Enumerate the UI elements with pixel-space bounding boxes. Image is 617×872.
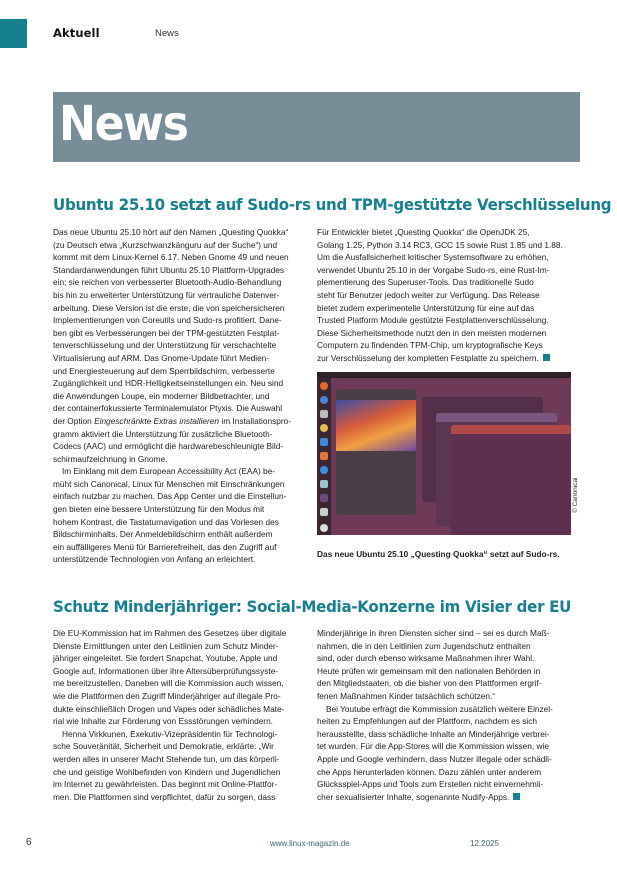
section-label: Aktuell (53, 26, 100, 40)
image-caption: Das neue Ubuntu 25.10 „Questing Quokka“ setzt auf Sudo-rs. (317, 549, 560, 559)
text-line: Henna Virkkunen, Exekutiv-Vizepräsidentin für Technologi- (62, 728, 278, 739)
article2-column-1 (53, 627, 305, 803)
text-line: Um die Ausfallsicherheit kritischer Systemsoftware zu erhöhen, (317, 252, 549, 263)
news-banner (53, 92, 580, 162)
text-line: Standardanwendungen führt Ubuntu 25.10 Plattform-Upgrades (53, 264, 285, 275)
subsection-label: News (155, 28, 179, 39)
text-line: sind, oder durch ebenso wirksame Maßnahmen ihrer Wahl. (317, 653, 535, 664)
text-line: fenen Maßnahmen Kinder tatsächlich schützen.“ (317, 690, 496, 701)
rhythmbox-icon (320, 424, 328, 432)
text-line: ein; sie reichen von verbesserter Bluetooth-Audio-Behandlung (53, 277, 282, 288)
text-line: werden alles in unserer Macht Stehende tun, um das körperli- (53, 753, 280, 764)
files-icon (320, 410, 328, 418)
end-of-article-marker (543, 354, 550, 361)
text-line: einfach nutzbar zu machen. Das App Center und die Einstellun- (53, 491, 287, 502)
article2-headline: Schutz Minderjähriger: Social-Media-Konzerne im Visier der EU (53, 597, 572, 616)
banner-title: News (59, 96, 188, 152)
text-line: heiten zu Empfehlungen auf der Plattform, nachdem es sich (317, 716, 537, 727)
text-line: Trusted Platform Module gestützte Festplattenverschlüsselung. (317, 315, 549, 326)
article2-column-2 (317, 627, 582, 803)
text-line: im Internet zu gewährleisten. Das beginnt mit Online-Plattfor- (53, 779, 278, 790)
article1-paragraph-1 (53, 226, 305, 465)
screenshot-wallpaper-preview (336, 400, 416, 451)
text-line: der containerfokussierte Terminalemulator Ptyxis. Die Auswahl (53, 403, 283, 414)
text-fragment: der Option (53, 415, 95, 426)
text-fragment: zur Verschlüsselung der kompletten Festplatte zu speichern. (317, 352, 539, 363)
article1-paragraph-2 (53, 465, 305, 566)
text-line: wie die Plattformen den Zugriff Minderjähriger auf illegale Pro- (53, 690, 281, 701)
article1-column-1 (53, 226, 305, 566)
text-line: kommt mit dem Linux-Kernel 6.17. Neben Gnome 49 und neuen (53, 252, 289, 263)
trash-icon (320, 508, 328, 516)
text-line: Implementierungen von Coreutils und Sudo-rs profitiert. Dane- (53, 315, 282, 326)
text-line-last (317, 791, 582, 804)
screenshot-dock (317, 378, 331, 535)
article1-column-2 (317, 226, 582, 365)
screenshot-terminal-3 (451, 425, 571, 535)
firefox-icon (320, 382, 328, 390)
text-line: tet wurden. Für die App-Stores will die Kommission wissen, wie (317, 741, 549, 752)
article2-paragraph-1 (53, 627, 305, 728)
text-line: Bildschirminhalts. Der Anmeldebildschirm enthält außerdem (53, 529, 273, 540)
text-line: (zu Deutsch etwa „Kurzschwanzkänguru auf der Suche“) und (53, 239, 278, 250)
text-line: che Apps herunterladen können. Dazu zählen unter anderem (317, 766, 542, 777)
writer-icon (320, 438, 328, 446)
app-center-icon (320, 452, 328, 460)
text-line: men. Die Plattformen sind verpflichtet, dafür zu sorgen, dass (53, 791, 276, 802)
text-line: ein auffälligeres Menü für Barrierefreiheit, das den Zugriff auf (53, 541, 277, 552)
text-line: verwendet Ubuntu 25.10 in der Vorgabe Sudo-rs, eine Rust-Im- (317, 264, 550, 275)
text-line: che und geistige Wohlbefinden von Kindern und Jugendlichen (53, 766, 281, 777)
text-line-last (317, 352, 582, 365)
text-line: Golang 1.25, Python 3.14 RC3, GCC 15 sowie Rust 1.85 und 1.88. (317, 239, 563, 250)
text-fragment: cher sexualisierter Inhalte, sogenannte Nudify-Apps. (317, 791, 510, 802)
text-line: gramm aktiviert die Unterstützung für zusätzliche Bluetooth- (53, 428, 273, 439)
text-line: rial wie Inhalte zur Förderung von Essstörungen verhindern. (53, 716, 273, 727)
text-line: den Mitgliedstaaten, ob die bisher von den Plattformen ergrif- (317, 678, 542, 689)
option-name-italic: Eingeschränkte Extras installieren (94, 415, 220, 426)
text-line: Diese Sicherheitsmethode nutzt den in den meisten modernen (317, 327, 547, 338)
text-line: Dienste Ermittlungen unter den Leitlinien zum Schutz Minder- (53, 640, 279, 651)
text-line: Computern zu findenden TPM-Chip, um kryptografische Keys (317, 340, 543, 351)
text-line: Virtualisierung auf ARM. Das Gnome-Update führt Medien- (53, 352, 270, 363)
text-line: Im Einklang mit dem European Accessibility Act (EAA) be- (62, 466, 276, 477)
page-number: 6 (26, 837, 32, 848)
text-line: Google auf, Informationen über ihre Altersüberprüfungssyste- (53, 665, 279, 676)
footer-website-link[interactable]: www.linux-magazin.de (270, 839, 350, 848)
ubuntu-desktop-screenshot (317, 372, 571, 535)
text-line: gen bieten eine bessere Unterstützung für den Modus mit (53, 504, 265, 515)
text-line: steht für Benutzer jedoch weiter zur Verfügung. Das Release (317, 289, 540, 300)
text-line: sche Souveränität, Sicherheit und Demokratie, erklärte: „Wir (53, 741, 274, 752)
footer-issue-date: 12.2025 (470, 839, 499, 848)
text-fragment: im Installationspro- (219, 415, 291, 426)
text-line: dukte einschließlich Drogen und Vapes oder schädliches Mate- (53, 703, 285, 714)
text-line: Apple und Google verhindern, dass Nutzer illegale oder schädli- (317, 753, 552, 764)
text-line: müht sich Canonical, Linux für Menschen mit Einschränkungen (53, 478, 285, 489)
help-icon (320, 466, 328, 474)
text-line: Das neue Ubuntu 25.10 hört auf den Namen „Questing Quokka“ (53, 227, 289, 237)
text-line: Minderjährige in ihren Diensten sicher sind – sei es durch Maß- (317, 628, 550, 638)
image-credit: © Canonical (572, 477, 579, 513)
text-line: und Energiesteuerung auf dem Sperrbildschirm, verbesserte (53, 365, 275, 376)
text-line: ben gibt es Verbesserungen bei der TPM-gestützten Festplat- (53, 327, 280, 338)
image-viewer-icon (320, 480, 328, 488)
text-line: Für Entwickler bietet „Questing Quokka“ die OpenJDK 25, (317, 227, 530, 237)
text-line: Glücksspiel-Apps und Tools zum Erstellen nicht einvernehmli- (317, 779, 544, 790)
text-line: schirmaufzeichnung in Gnome. (53, 453, 168, 464)
article2-paragraph-2 (53, 728, 305, 804)
text-line: Codecs (AAC) und ermöglicht die hardwarebeschleunigte Bild- (53, 441, 284, 452)
end-of-article-marker (513, 793, 520, 800)
text-line: hohem Kontrast, die Tastaturnavigation und das Vorlesen des (53, 516, 279, 527)
text-line: jähriger eingeleitet. Sie fordert Snapchat, Youtube, Apple und (53, 653, 278, 664)
text-line: Heute prüfen wir gemeinsam mit den nationalen Behörden in (317, 665, 541, 676)
text-line: me bereitzustellen. Daneben will die Kommission auch wissen, (53, 678, 284, 689)
text-line: die Anwendungen Loupe, ein moderner Bildbetrachter, und (53, 390, 270, 401)
thunderbird-icon (320, 396, 328, 404)
text-line: herausstellte, dass schädliche Inhalte an Minderjährige verbrei- (317, 728, 550, 739)
show-apps-icon (320, 524, 328, 532)
text-line: bietet zudem experimentelle Unterstützung für eine auf das (317, 302, 535, 313)
article1-headline: Ubuntu 25.10 setzt auf Sudo-rs und TPM-gestützte Verschlüsselung (53, 195, 612, 214)
article2-paragraph-4 (317, 703, 582, 804)
text-line: Zugänglichkeit und HDR-Helligkeitseinstellungen ein. Neu sind (53, 378, 284, 389)
text-line: arbeitung. Diese Version ist die erste, die von speichersicheren (53, 302, 285, 313)
article2-paragraph-3 (317, 627, 582, 703)
text-line: bis hin zu erweiterter Unterstützung für vertrauliche Datenver- (53, 289, 280, 300)
text-line: Die EU-Kommission hat im Rahmen des Gesetzes über digitale (53, 628, 287, 638)
terminal-icon (320, 494, 328, 502)
text-line: Bei Youtube erfragt die Kommission zusätzlich weitere Einzel- (326, 703, 553, 714)
text-line-option (53, 415, 305, 428)
text-line: unterstützende Technologien von Anfang an erleichtert. (53, 554, 256, 565)
text-line: plementierung des Superuser-Tools. Das traditionelle Sudo (317, 277, 534, 288)
text-line: tenverschlüsselung und der Unterstützung für verschachtelte (53, 340, 277, 351)
text-line: nahmen, die in den Leitlinien zum Jugendschutz enthalten (317, 640, 531, 651)
section-color-tab (0, 19, 27, 48)
article1-paragraph-3 (317, 226, 582, 365)
screenshot-top-bar (317, 372, 571, 378)
